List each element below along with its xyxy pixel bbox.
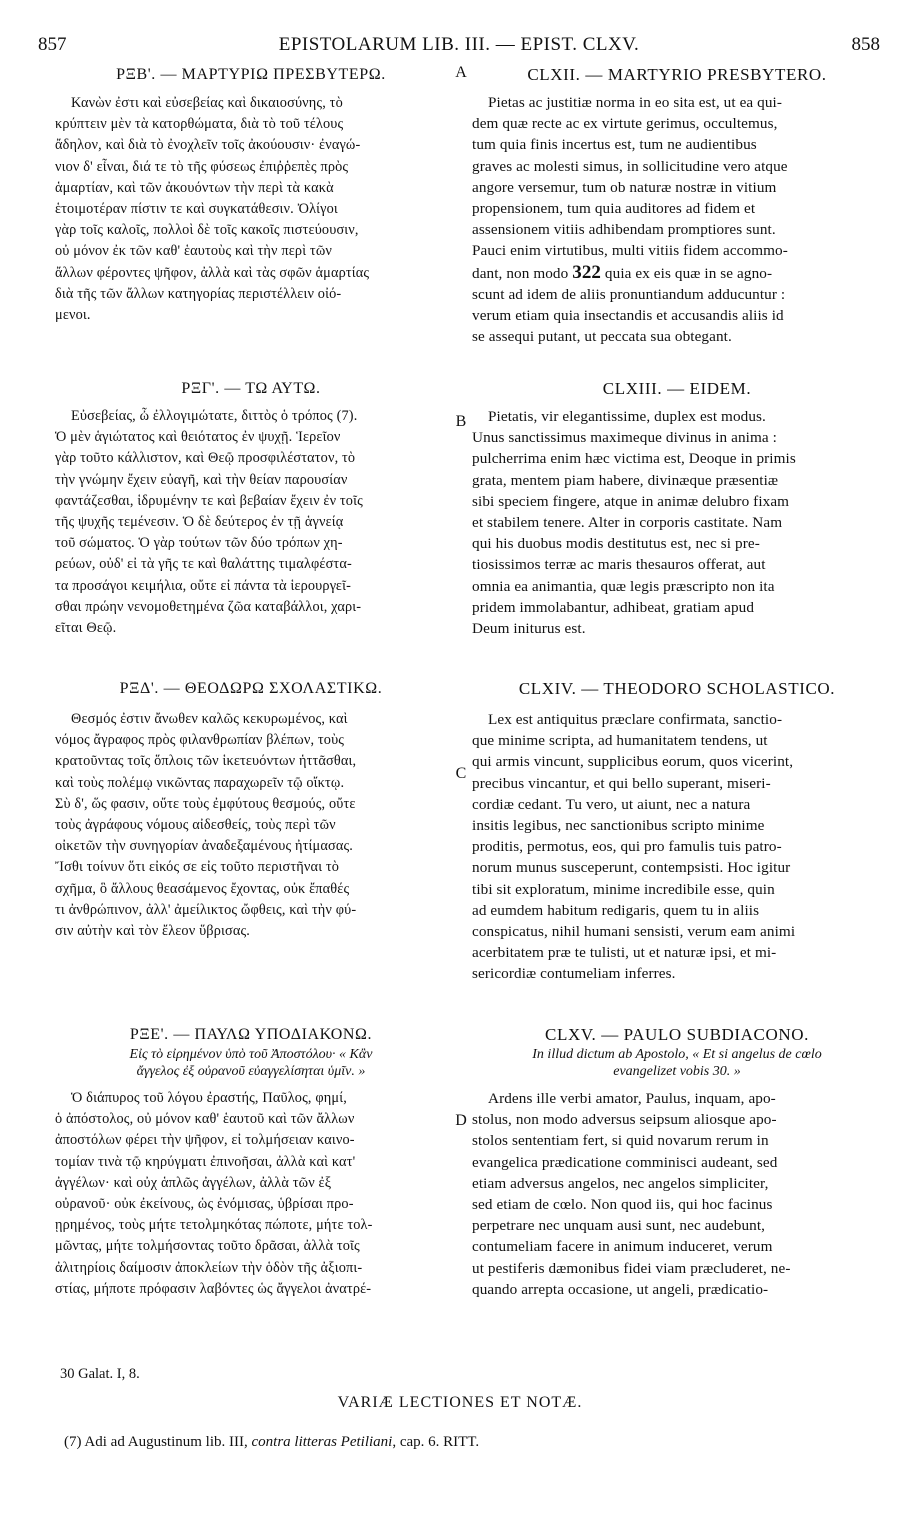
latin-heading: CLXII. — MARTYRIO PRESBYTERO. [527, 65, 827, 84]
greek-letter-162 [55, 64, 447, 326]
latin-letter-165 [472, 1024, 882, 1300]
margin-letter-d: D [455, 1112, 467, 1129]
running-title: EPISTOLARUM LIB. III. — EPIST. CLXV. [278, 34, 640, 55]
note-text: , cap. 6. RITT. [392, 1434, 480, 1450]
latin-text: Pietatis, vir elegantissime, duplex est modus. Unus sanctissimus maximeque divinus in anima : pulcherrima enim hæc victima est, Deoque in primis grata, mentem piam habere, divinæque præsentiæ sibi speciem fingere, atque in animæ delubro fixam et stabilem tenere. Alter in corporis castitate. Nam qui his duobus modis destitutus est, nec si pre- tiosissimos terræ ac maris thesauros offerat, aut omnia ea animantia, quæ legis præscripto non ita pridem immolabantur, adhibeat, gratiam apud Deum initurus est. [472, 408, 796, 638]
latin-heading: CLXIV. — THEODORO SCHOLASTICO. [518, 679, 836, 698]
latin-heading: CLXV. — PAULO SUBDIACONO. [545, 1025, 809, 1044]
margin-letter-a: A [455, 64, 467, 81]
margin-letter-b: B [455, 413, 467, 430]
latin-letter-163 [472, 378, 882, 639]
page-number-left: 857 [38, 34, 67, 55]
notes-heading: VARIÆ LECTIONES ET NOTÆ. [337, 1394, 583, 1411]
latin-heading: CLXIII. — EIDEM. [602, 379, 752, 398]
greek-heading: ΡΞΓ'. — ΤΩ ΑΥΤΩ. [181, 380, 321, 397]
greek-text: Εὐσεβείας, ὦ ἐλλογιμώτατε, διττὸς ὁ τρόπος (7). Ὁ μὲν ἁγιώτατος καὶ θειότατος ἐν ψυχῇ. Ἱερεῖον γὰρ τοῦτο κάλλιστον, καὶ Θεῷ προσφιλέστατον, τὸ τὴν γνώμην ἔχειν εὐαγῆ, καὶ τὴν θείαν παρουσίαν φαντάζεσθαι, ἱδρυμένην τε καὶ βεβαίαν ἔχειν ἐν τοῖς τῆς ψυχῆς τεμένεσιν. Ὁ δὲ δεύτερος ἐν τῇ ἁγνείᾳ τοῦ σώματος. Ὁ γὰρ τούτων τῶν δύο τρόπων χη- ρεύων, οὐδ' εἰ τὰ γῆς τε καὶ θαλάττης τιμαλφέστα- τα προσάγοι κειμήλια, οὔτε εἰ πάντα τὰ ἱερουργεῖ- σθαι πρώην νενομοθετημένα ζῶα καταβάλλοι, χαρι- εῖται Θεῷ. [55, 408, 363, 637]
margin-letter-c: C [455, 765, 467, 782]
latin-text-part: quia ex eis quæ in se agno- scunt ad idem de aliis pronuntiandum adducuntur : verum etiam quia insectandis et accusandis aliis id se assequi putant, ut peccata sua obtegant. [472, 264, 786, 346]
greek-text: Θεσμός ἐστιν ἄνωθεν καλῶς κεκυρωμένος, καὶ νόμος ἄγραφος πρὸς φιλανθρωπίαν βλέπων, τοὺς κρατοῦντας τοῖς ὅπλοις τῶν ἱκετευόντων ἡττᾶσθαι, καὶ τοὺς πολέμῳ νικῶντας παραχωρεῖν τῷ οἴκτῳ. Σὺ δ', ὥς φασιν, οὔτε τοὺς ἐμφύτους θεσμούς, οὔτε τοὺς ἀγράφους νόμους αἰδεσθείς, τοὺς περὶ τῶν οἰκετῶν τὴν συνηγορίαν ἀναδεξαμένους ἠτίμασας. Ἴσθι τοίνυν ὅτι εἰκός σε εἰς τοῦτο περιστῆναι τὸ σχῆμα, ὃ ἄλλους θεασάμενος ἔχοντας, οὐκ ἔπαθές τι ἀνθρώπινον, ἀλλ' ἀμείλικτος ὤφθεις, καὶ τὴν φύ- σιν αὐτὴν καὶ τὸν ἔλεον ὕβρισας. [55, 711, 357, 940]
greek-subtitle: Εἰς τὸ εἰρημένον ὑπὸ τοῦ Ἀποστόλου· « Κἂν ἄγγελος ἐξ οὐρανοῦ εὐαγγελίσηται ὑμῖν. » [129, 1047, 373, 1079]
variant-note [64, 1434, 479, 1451]
footnote: 30 Galat. I, 8. [60, 1366, 140, 1382]
greek-heading: ΡΞΕ'. — ΠΑΥΛΩ ΥΠΟΔΙΑΚΟΝΩ. [129, 1026, 373, 1043]
greek-text: Ὁ διάπυρος τοῦ λόγου ἐραστής, Παῦλος, φημί, ὁ ἀπόστολος, οὐ μόνον καθ' ἑαυτοῦ καὶ τῶν ἄλλων ἀποστόλων φέρει τὴν ψῆφον, εἰ τολμήσειαν καινο- τομίαν τινὰ τῷ κηρύγματι ἐπινοῆσαι, ἀλλὰ καὶ κατ' ἀγγέλων· καὶ οὐχ ἁπλῶς ἀγγέλων, ἀλλὰ τῶν ἐξ οὐρανοῦ· οὐκ ἐκείνους, ὡς ἐνόμισας, ὑβρίσαι προ- ῃρημένος, τοὺς μήτε τετολμηκότας πώποτε, μήτε τολ- μῶντας, μήτε τολμήσοντας τοῦτο δρᾶσαι, ἀλλὰ τοῖς ἀλιτηρίοις δαίμοσιν ἀποκλείων τὴν ὁδὸν τῆς ἀξιοπι- στίας, μήποτε πρόφασιν λαβόντες ὡς ἄγγελοι ἀνατρέ- [55, 1090, 373, 1297]
greek-text: Κανὼν ἐστι καὶ εὐσεβείας καὶ δικαιοσύνης, τὸ κρύπτειν μὲν τὰ κατορθώματα, διὰ τὸ τοῦ τέλους ἄδηλον, καὶ διὰ τὸ ἐνοχλεῖν τοῖς ἀκούουσιν· ἐναγώ- νιον δ' εἶναι, διά τε τὸ τῆς φύσεως ἐπιῤῥεπὲς πρὸς ἁμαρτίαν, καὶ τῶν ἀκουόντων τὴν περὶ τὰ κακὰ ἑτοιμοτέραν πίστιν τε καὶ συγκατάθεσιν. Ὀλίγοι γὰρ τοῖς καλοῖς, πολλοὶ δὲ τοῖς κακοῖς πιστεύουσιν, οὐ μόνον ἐκ τῶν καθ' ἑαυτοὺς καὶ τὴν περὶ τῶν ἄλλων φέροντες ψῆφον, ἀλλὰ καὶ τὰς σφῶν ἁμαρτίας διὰ τῆς τῶν ἄλλων κατηγορίας περιστέλλειν οἰό- μενοι. [55, 95, 370, 324]
page-header [38, 34, 880, 60]
greek-letter-165 [55, 1024, 447, 1300]
note-text: (7) Adi ad Augustinum lib. III, [64, 1434, 252, 1450]
greek-heading: ΡΞΔ'. — ΘΕΟΔΩΡΩ ΣΧΟΛΑΣΤΙΚΩ. [119, 680, 383, 697]
latin-letter-164 [472, 678, 882, 985]
latin-subtitle: In illud dictum ab Apostolo, « Et si angelus de cœlo evangelizet vobis 30. » [532, 1047, 822, 1079]
greek-letter-164 [55, 678, 447, 942]
note-title: contra litteras Petiliani [251, 1434, 393, 1450]
page-number-right: 858 [851, 34, 880, 55]
greek-heading: ΡΞΒ'. — ΜΑΡΤΥΡΙΩ ΠΡΕΣΒΥΤΕΡΩ. [116, 66, 386, 83]
latin-letter-162 [472, 64, 882, 347]
latin-text-part: Pietas ac justitiæ norma in eo sita est, ut ea qui- dem quæ recte ac ex virtute gerimus, occultemus, tum quia finis incertus est, tum ne audientibus graves ac molesti simus, in sollicitudine vero atque angore versemur, tum ob naturæ nostræ in vitium propensionem, tum quia auditores ad fidem et assensionem vitiis adhibendam promptiores sunt. Pauci enim virtutibus, multi vitiis fidem accommo- dant, non modo [472, 94, 788, 282]
latin-text: Ardens ille verbi amator, Paulus, inquam, apo- stolus, non modo adversus seipsum aliosque apo- stolos sententiam fert, si quid novarum rerum in evangelica prædicatione comminisci audeant, sed etiam adversus angelos, nec angelos simpliciter, sed etiam de cœlo. Non quod iis, qui hoc facinus perpetrare nec unquam ausi sunt, nec audebunt, contumeliam facere in animum induceret, verum ut pestiferis dæmonibus fidei viam præcluderet, ne- quando arrepta occasione, ut angeli, prædicatio- [472, 1090, 791, 1298]
greek-letter-163 [55, 378, 447, 639]
column-number: 322 [572, 261, 602, 283]
latin-text: Lex est antiquitus præclare confirmata, sanctio- que minime scripta, ad humanitatem tendens, ut qui armis vincunt, supplicibus eorum, quos vicerint, precibus vincantur, et qui bello superant, miseri- cordiæ cedant. Tu vero, ut aiunt, nec a natura insitis legibus, nec sanctionibus scripto minime proditis, permotus, eos, qui pro famulis tuis patro- norum munus susceperunt, contempsisti. Hoc igitur tibi sit exploratum, minime incredibile esse, quin ad eumdem habitum redigaris, quem tu in aliis conspicatus, nihil humani sensisti, verum eam animi acerbitatem præ te tulisti, ut et naturæ ipsi, et mi- sericordiæ contumeliam inferres. [472, 711, 796, 983]
latin-text [472, 92, 882, 347]
